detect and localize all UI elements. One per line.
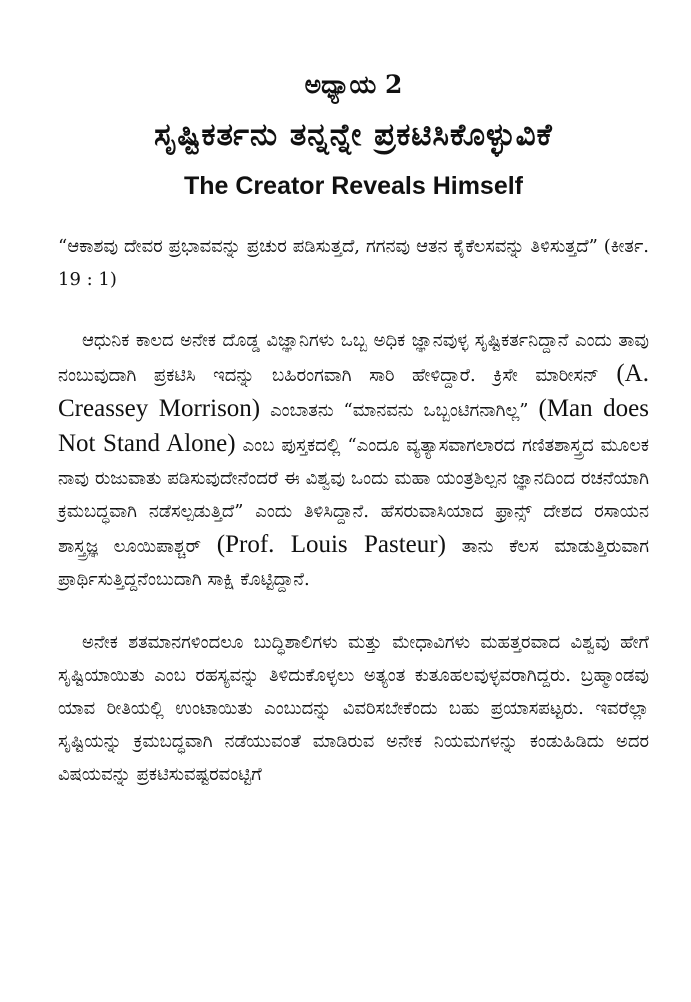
paragraph-1-text-b: ಎಂಬಾತನು “ಮಾನವನು ಒಬ್ಬಂಟಿಗನಾಗಿಲ್ಲ”	[260, 400, 539, 421]
paragraph-1-text-a: ಆಧುನಿಕ ಕಾಲದ ಅನೇಕ ದೊಡ್ಡ ವಿಜ್ಞಾನಿಗಳು ಒಬ್ಬ ಅಧಿಕ ಜ್ಞಾನವುಳ್ಳ ಸೃಷ್ಟಿಕರ್ತನಿದ್ದಾನೆ ಎಂದು ತಾವು ನಂಬುವುದಾಗಿ ಪ್ರಕಟಿಸಿ ಇದನ್ನು ಬಹಿರಂಗವಾಗಿ ಸಾರಿ ಹೇಳಿದ್ದಾರೆ. ಕ್ರಿಸೇ ಮಾರೀಸನ್	[58, 330, 649, 386]
chapter-title-kannada: ಸೃಷ್ಟಿಕರ್ತನು ತನ್ನನ್ನೇ ಪ್ರಕಟಿಸಿಕೊಳ್ಳುವಿಕೆ	[154, 117, 553, 153]
chapter-label: ಅಧ್ಯಾಯ 2	[304, 70, 403, 99]
scripture-quote: “ಆಕಾಶವು ದೇವರ ಪ್ರಭಾವವನ್ನು ಪ್ರಚುರ ಪಡಿಸುತ್ತದೆ, ಗಗನವು ಆತನ ಕೈಕೆಲಸವನ್ನು ತಿಳಿಸುತ್ತದೆ” (ಕೀರ್ತ. 19 : 1)	[58, 236, 649, 290]
chapter-title-english: The Creator Reveals Himself	[183, 172, 524, 200]
paragraph-1-text-c: ಎಂಬ ಪುಸ್ತಕದಲ್ಲಿ “ಎಂದೂ ವ್ಯತ್ಯಾಸವಾಗಲಾರದ ಗಣಿತಶಾಸ್ತ್ರದ ಮೂಲಕ ನಾವು ರುಜುವಾತು ಪಡಿಸುವುದೇನೆಂದರೆ ಈ ವಿಶ್ವವು ಒಂದು ಮಹಾ ಯಂತ್ರಶಿಲ್ಪನ ಜ್ಞಾನದಿಂದ ರಚನೆಯಾಗಿ ಕ್ರಮಬದ್ಧವಾಗಿ ನಡೆಸಲ್ಪಡುತ್ತಿದೆ” ಎಂದು ತಿಳಿಸಿದ್ದಾನೆ. ಹೆಸರುವಾಸಿಯಾದ ಫ್ರಾನ್ಸ್ ದೇಶದ ರಸಾಯನ ಶಾಸ್ತ್ರಜ್ಞ ಲೂಯಿಪಾಶ್ಚರ್	[58, 435, 649, 557]
paragraph-1-text-d: ತಾನು ಕೆಲಸ ಮಾಡುತ್ತಿರುವಾಗ ಪ್ರಾರ್ಥಿಸುತ್ತಿದ್ದನೆಂಬುದಾಗಿ ಸಾಕ್ಷಿ ಕೊಟ್ಟಿದ್ದಾನೆ.	[58, 536, 649, 590]
english-book-title: (Man does Not Stand Alone)	[58, 395, 649, 457]
english-name-creassey-morrison: (A. Creassey Morrison)	[58, 360, 649, 422]
body-paragraph-2: ಅನೇಕ ಶತಮಾನಗಳಿಂದಲೂ ಬುದ್ಧಿಶಾಲಿಗಳು ಮತ್ತು ಮೇಧಾವಿಗಳು ಮಹತ್ತರವಾದ ವಿಶ್ವವು ಹೇಗೆ ಸೃಷ್ಟಿಯಾಯಿತು ಎಂಬ ರಹಸ್ಯವನ್ನು ತಿಳಿದುಕೊಳ್ಳಲು ಅತ್ಯಂತ ಕುತೂಹಲವುಳ್ಳವರಾಗಿದ್ದರು. ಬ್ರಹ್ಮಾಂಡವು ಯಾವ ರೀತಿಯಲ್ಲಿ ಉಂಟಾಯಿತು ಎಂಬುದನ್ನು ವಿವರಿಸಬೇಕೆಂದು ಬಹು ಪ್ರಯಾಸಪಟ್ಟರು. ಇವರೆಲ್ಲಾ ಸೃಷ್ಟಿಯನ್ನು ಕ್ರಮಬದ್ಧವಾಗಿ ನಡೆಯುವಂತೆ ಮಾಡಿರುವ ಅನೇಕ ನಿಯಮಗಳನ್ನು ಕಂಡುಹಿಡಿದು ಅದರ ವಿಷಯವನ್ನು ಪ್ರಕಟಿಸುವಷ್ಟರವಂಟ್ಟಿಗೆ	[58, 632, 649, 785]
body-paragraph-1	[58, 324, 649, 596]
english-name-louis-pasteur: (Prof. Louis Pasteur)	[216, 531, 446, 558]
